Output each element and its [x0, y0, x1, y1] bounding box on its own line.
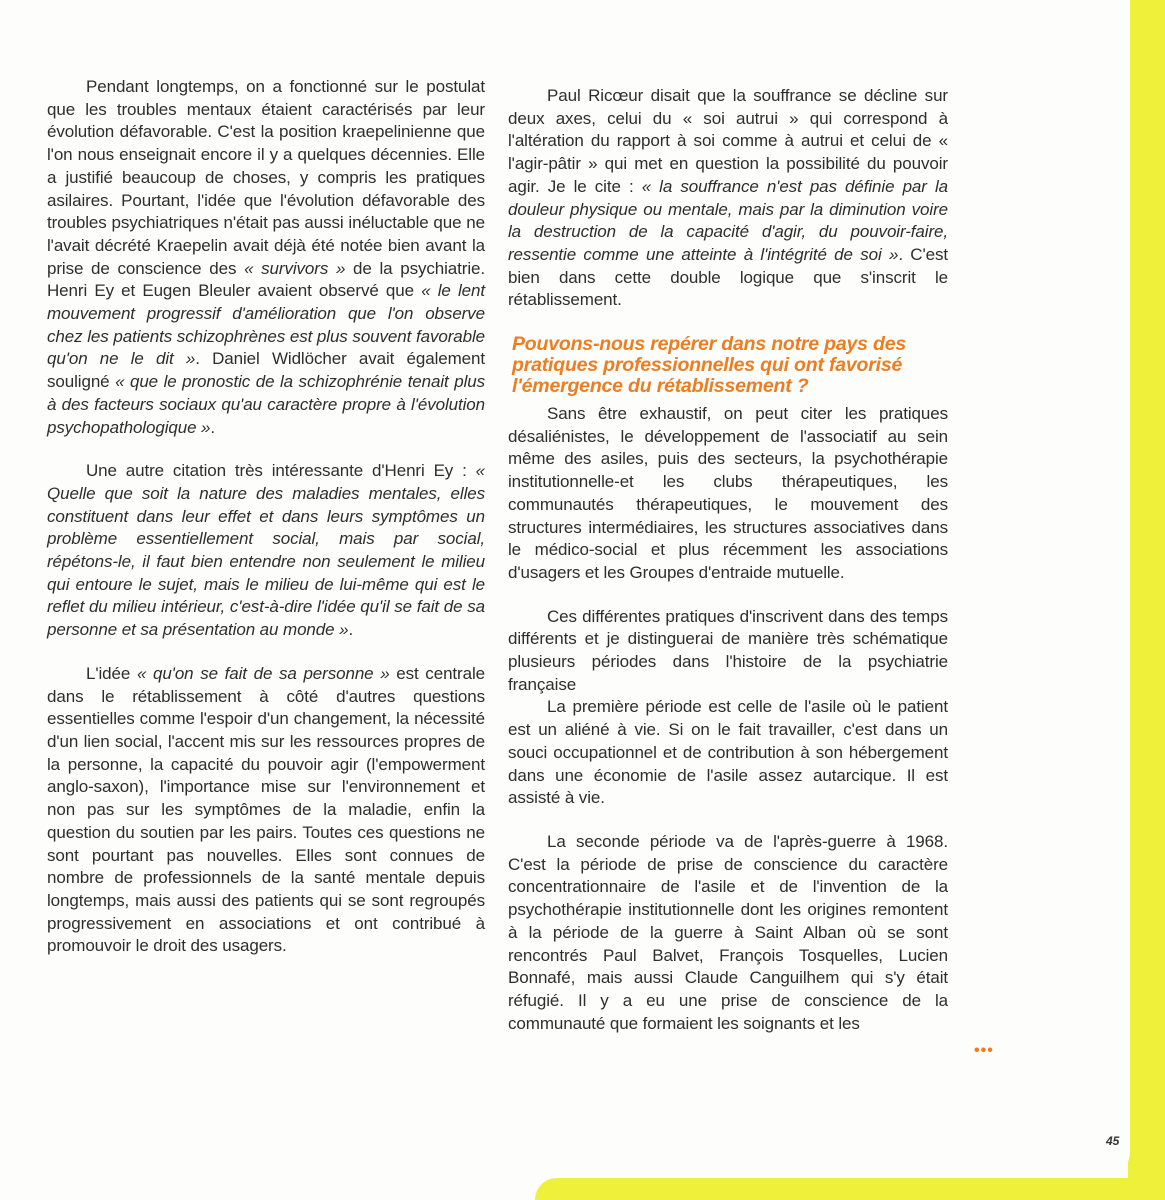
paragraph: Paul Ricœur disait que la souffrance se décline sur deux axes, celui du « soi autrui » qui correspond à l'altération du rapport à soi comme à autrui et celui de « l'agir-pâtir » qui met en question la possibilité du pouvoir agir. Je le cite : « la souffrance n'est pas définie par la douleur physique ou mentale, mais par la diminution voire la destruction de la capacité d'agir, du pouvoir-faire, ressentie comme une atteinte à l'intégrité de soi ». C'est bien dans cette double logique que s'inscrit le rétablissement. — [508, 86, 948, 310]
continuation-dots: ••• — [974, 1042, 994, 1059]
paragraph: La seconde période va de l'après-guerre à 1968. C'est la période de prise de conscience du caractère concentrationnaire de l'asile et de l'invention de la psychothérapie institutionnelle dont les origines remontent à la période de la guerre à Saint Alban où se sont rencontrés Paul Balvet, François Tosquelles, Lucien Bonnafé, mais aussi Claude Canguilhem qui s'y était réfugié. Il y a eu une prise de conscience de la communauté que formaient les soignants et les — [508, 831, 948, 1033]
paragraph: La première période est celle de l'asile où le patient est un aliéné à vie. Si on le fait travailler, c'est dans un souci occupationnel et de contribution à son hébergement dans une économie de l'asile assez autarcique. Il est assisté à vie. — [508, 697, 948, 808]
page-number: 45 — [1106, 1134, 1120, 1148]
right-column — [508, 85, 948, 1035]
yellow-side-band — [1128, 0, 1165, 1200]
section-heading: Pouvons-nous repérer dans notre pays des pratiques professionnelles qui ont favorisé l'émergence du rétablissement ? — [512, 333, 907, 398]
yellow-bottom-band — [535, 1178, 1165, 1200]
paragraph: Sans être exhaustif, on peut citer les pratiques désaliénistes, le développement de l'associatif au sein même des asiles, puis des secteurs, la psychothérapie institutionnelle-et les clubs thérapeutiques, les communautés thérapeutiques, le mouvement des structures intermédiaires, les structures associatives dans le médico-social et plus récemment les associations d'usagers et les Groupes d'entraide mutuelle. — [508, 404, 948, 582]
paragraph: Ces différentes pratiques d'inscrivent dans des temps différents et je distinguerai de manière très schématique plusieurs périodes dans l'histoire de la psychiatrie française — [508, 606, 948, 694]
paragraph: Une autre citation très intéressante d'Henri Ey : « Quelle que soit la nature des maladies mentales, elles constituent dans leur effet et dans leurs symptômes un problème essentiellement social, mais par social, répétons-le, il faut bien entendre non seulement le milieu qui entoure le sujet, mais le milieu de lui-même qui est le reflet du milieu intérieur, c'est-à-dire l'idée qu'il se fait de sa personne et sa présentation au monde ». — [47, 461, 485, 640]
left-column — [47, 76, 485, 958]
paragraph: L'idée « qu'on se fait de sa personne » est centrale dans le rétablissement à côté d'autres questions essentielles comme l'espoir d'un changement, la nécessité d'un lien social, l'accent mis sur les ressources propres de la personne, la capacité du pouvoir agir (l'empowerment anglo-saxon), l'importance mise sur l'environnement et non pas sur les symptômes de la maladie, enfin la question du soutien par les pairs. Toutes ces questions ne sont pourtant pas nouvelles. Elles sont connues de nombre de professionnels de la santé mentale depuis longtemps, mais aussi des patients qui se sont regroupés progressivement en associations et ont contribué à promouvoir le droit des usagers. — [47, 663, 485, 956]
paragraph: Pendant longtemps, on a fonctionné sur le postulat que les troubles mentaux étaient caractérisés par leur évolution défavorable. C'est la position kraepelinienne que l'on nous enseignait encore il y a quelques décennies. Elle a justifié beaucoup de choses, y compris les pratiques asilaires. Pourtant, l'idée que l'évolution défavorable des troubles psychiatriques n'était pas aussi inéluctable que ne l'avait décrété Kraepelin avait déjà été notée bien avant la prise de conscience des « survivors » de la psychiatrie. Henri Ey et Eugen Bleuler avaient observé que « le lent mouvement progressif d'amélioration que l'on observe chez les patients schizophrènes est plus souvent favorable qu'on ne le dit ». Daniel Widlöcher avait également souligné « que le pronostic de la schizophrénie tenait plus à des facteurs sociaux qu'au caractère propre à l'évolution psychopathologique ». — [47, 77, 485, 437]
